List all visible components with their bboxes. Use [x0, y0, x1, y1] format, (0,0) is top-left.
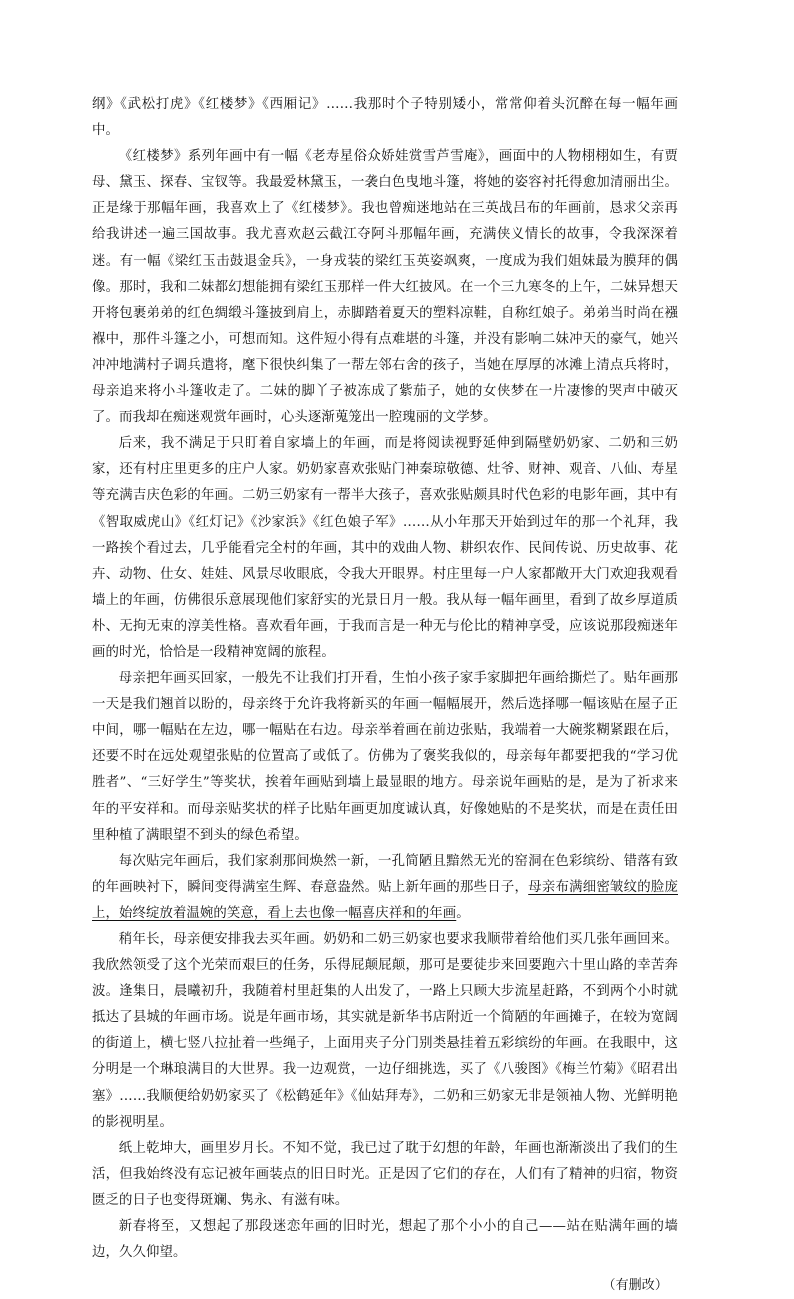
- paragraph-8: 新春将至，又想起了那段迷恋年画的旧时光，想起了那个小小的自己——站在贴满年画的墙边，久久仰望。: [92, 1219, 678, 1261]
- paragraph-7: 纸上乾坤大，画里岁月长。不知不觉，我已过了耽于幻想的年龄，年画也渐渐淡出了我们的生活，但我始终没有忘记被年画装点的旧日时光。正是因了它们的存在，人们有了精神的归宿，物资匮乏的日子也变得斑斓、隽永、有滋有味。: [92, 1140, 678, 1208]
- source-note: （有删改）: [602, 1278, 668, 1294]
- paragraph-5: [92, 849, 678, 927]
- paragraph-6: 稍年长，母亲便安排我去买年画。奶奶和二奶三奶家也要求我顺带着给他们买几张年画回来。我欣然领受了这个光荣而艰巨的任务，乐得屁颠屁颠，那可是要徒步来回要跑六十里山路的幸苦奔波。逢集日，晨曦初升，我随着村里赶集的人出发了，一路上只顾大步流星赶路，不到两个小时就抵达了县城的年画市场。说是年画市场，其实就是新华书店附近一个简陋的年画摊子，在较为宽阔的街道上，横七竖八拉扯着一些绳子，上面用夹子分门别类悬挂着五彩缤纷的年画。在我眼中，这分明是一个琳琅满目的大世界。我一边观赏，一边仔细挑选，买了《八骏图》《梅兰竹菊》《昭君出塞》……我顺便给奶奶家买了《松鹤延年》《仙姑拜寿》，二奶和三奶家无非是领袖人物、光鲜明艳的影视明星。: [92, 932, 678, 1130]
- paragraph-3: 后来，我不满足于只盯着自家墙上的年画，而是将阅读视野延伸到隔壁奶奶家、二奶和三奶家，还有村庄里更多的庄户人家。奶奶家喜欢张贴门神秦琼敬德、灶爷、财神、观音、八仙、寿星等充满吉庆色彩的年画。二奶三奶家有一帮半大孩子，喜欢张贴颇具时代色彩的电影年画，其中有《智取威虎山》《红灯记》《沙家浜》《红色娘子军》……从小年那天开始到过年的那一个礼拜，我一路挨个看过去，几乎能看完全村的年画，其中的戏曲人物、耕织农作、民间传说、历史故事、花卉、动物、仕女、娃娃、风景尽收眼底，令我大开眼界。村庄里每一户人家都敞开大门欢迎我观看墙上的年画，仿佛很乐意展现他们家舒实的光景日月一般。我从每一幅年画里，看到了故乡厚道质朴、无拘无束的淳美性格。喜欢看年画，于我而言是一种无与伦比的精神享受，应该说那段痴迷年画的时光，恰恰是一段精神宽阔的旅程。: [92, 436, 678, 660]
- paragraph-5-lead: 每次贴完年画后，我们家刹那间焕然一新，一孔简陋且黯然无光的窑洞在色彩缤纷、错落有致的年画映衬下，瞬间变得满室生辉、春意盎然。贴上新年画的那些日子，: [92, 853, 678, 895]
- paragraph-5-end: 。: [456, 905, 470, 921]
- paragraph-2: 《红楼梦》系列年画中有一幅《老寿星俗众娇娃赏雪芦雪庵》，画面中的人物栩栩如生，有贾母、黛玉、探春、宝钗等。我最爱林黛玉，一袭白色曳地斗篷，将她的姿容衬托得愈加清丽出尘。正是缘于那幅年画，我喜欢上了《红楼梦》。我也曾痴迷地站在三英战吕布的年画前，恳求父亲再给我讲述一遍三国故事。我尤喜欢赵云截江夺阿斗那幅年画，充满侠义情长的故事，令我深深着迷。有一幅《梁红玉击鼓退金兵》，一身戎装的梁红玉英姿飒爽，一度成为我们姐妹最为膜拜的偶像。那时，我和二妹都幻想能拥有梁红玉那样一件大红披风。在一个三九寒冬的上午，二妹异想天开将包裹弟弟的红色绸缎斗篷披到肩上，赤脚踏着夏天的塑料凉鞋，自称红娘子。弟弟当时尚在襁褓中，那件斗篷之小，可想而知。这件短小得有点难堪的斗篷，并没有影响二妹冲天的豪气，她兴冲冲地满村子调兵遣将，麾下很快纠集了一帮左邻右舍的孩子，当她在厚厚的冰滩上清点兵将时，母亲追来将小斗篷收走了。二妹的脚丫子被冻成了紫茄子，她的女侠梦在一片凄惨的哭声中破灭了。而我却在痴迷观赏年画时，心头逐渐蒐笼出一腔瑰丽的文学梦。: [92, 149, 678, 426]
- paragraph-1: 纲》《武松打虎》《红楼梦》《西厢记》……我那时个子特别矮小，常常仰着头沉醉在每一幅年画中。: [92, 97, 678, 139]
- paragraph-4: 母亲把年画买回家，一般先不让我们打开看，生怕小孩子家手家脚把年画给撕烂了。贴年画那一天是我们翘首以盼的，母亲终于允许我将新买的年画一幅幅展开，然后选择哪一幅该贴在屋子正中间，哪一幅贴在左边，哪一幅贴在右边。母亲举着画在前边张贴，我端着一大碗浆糊紧跟在后，还要不时在远处观望张贴的位置高了或低了。仿佛为了褒奖我似的，母亲每年都要把我的“学习优胜者”、“三好学生”等奖状，挨着年画贴到墙上最显眼的地方。母亲说年画贴的是，是为了祈求来年的平安祥和。而母亲贴奖状的样子比贴年画更加度诚认真，好像她贴的不是奖状，而是在责任田里种植了满眼望不到头的绿色希望。: [92, 671, 678, 843]
- underlined-sentence: 母亲布满细密皱纹的脸庞上，始终绽放着温婉的笑意，看上去也像一幅喜庆祥和的年画: [92, 879, 678, 921]
